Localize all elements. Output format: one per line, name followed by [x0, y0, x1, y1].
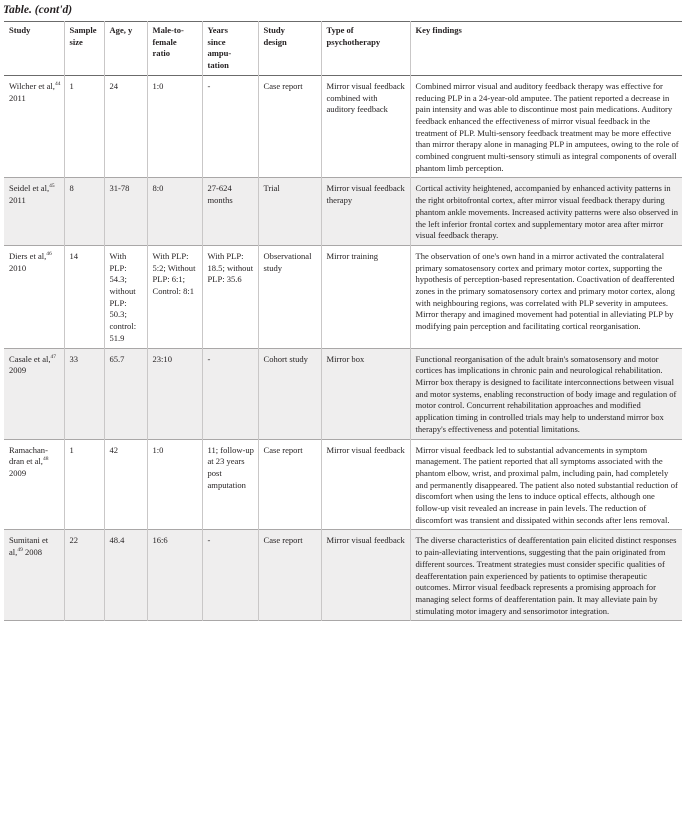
cell-text: 65.7 — [109, 353, 125, 364]
cell-ratio — [147, 178, 202, 246]
cell-text: The diverse characteristics of deafferentation pain elicited distinct responses to pain-alleviating interventions, suggesting that the pain originated from different sources. Treatment strategies must consider specific qualities of deafferentation pain experienced by patients to optimise therapeutic outcomes. Mirror visual feedback represents a promising approach for managing select forms of deafferentation pain. It may alleviate pain by stimulating motor imagery and sensorimotor integration. — [415, 535, 677, 616]
cell-text: Mirror visual feedback therapy — [326, 183, 405, 206]
cell-text: 8 — [69, 183, 74, 194]
cell-text: 1:0 — [152, 80, 164, 91]
cell-ratio — [147, 75, 202, 178]
column-header-age: Age, y — [104, 22, 147, 76]
cell-text: Mirror box — [326, 353, 365, 364]
cell-text: Cortical activity heightened, accompanied by enhanced activity patterns in the right orbitofrontal cortex, after mirror visual feedback therapy during phantom ankle movements. Increased activity patterns were also observed in the left inferior frontal cortex and supplementary motor area after mirror visual feedback therapy. — [415, 183, 678, 241]
cell-text: 1 — [69, 444, 74, 455]
cell-text: - — [207, 535, 211, 546]
cell-psychotherapy — [321, 530, 410, 621]
cell-text: 11; follow-up at 23 years post amputation — [207, 444, 254, 490]
cell-text: With PLP: 5:2; Without PLP: 6:1; Control: 8:1 — [152, 250, 196, 297]
cell-psychotherapy — [321, 75, 410, 178]
table-row — [4, 178, 682, 246]
cell-design — [258, 530, 321, 621]
cell-text: Mirror visual feedback — [326, 535, 405, 546]
cell-text: 42 — [109, 444, 119, 455]
study-author: Sumitani et al, — [9, 535, 49, 558]
cell-text: With PLP: 18.5; without PLP: 35.6 — [207, 250, 254, 285]
cell-study — [4, 530, 64, 621]
reference-superscript: 47 — [50, 353, 57, 360]
column-header-design: Study design — [258, 22, 321, 76]
cell-text: 8:0 — [152, 183, 164, 194]
study-author: Casale et al, — [9, 353, 51, 364]
column-header-years-since: Years since ampu- tation — [202, 22, 258, 76]
column-header-psychotherapy: Type of psychotherapy — [321, 22, 410, 76]
cell-text: 16:6 — [152, 535, 168, 546]
studies-table — [4, 21, 682, 621]
cell-ratio — [147, 348, 202, 439]
column-header-ratio: Male-to- female ratio — [147, 22, 202, 76]
cell-sample-size — [64, 75, 104, 178]
study-year: 2009 — [9, 467, 27, 478]
cell-text: Case report — [263, 535, 303, 546]
cell-design — [258, 178, 321, 246]
cell-text: 22 — [69, 535, 79, 546]
cell-years-since — [202, 530, 258, 621]
cell-years-since — [202, 245, 258, 348]
cell-text: Trial — [263, 183, 280, 194]
study-year: 2008 — [24, 547, 43, 558]
data-table-container — [4, 21, 682, 621]
study-year: 2011 — [9, 195, 26, 206]
cell-sample-size — [64, 439, 104, 530]
cell-text: 48.4 — [109, 535, 125, 546]
table-caption: Table. (cont'd) — [3, 3, 73, 16]
cell-ratio — [147, 245, 202, 348]
reference-superscript: 49 — [17, 547, 23, 554]
cell-text: 24 — [109, 80, 119, 91]
cell-study — [4, 348, 64, 439]
study-author: Ramachan-dran et al, — [9, 444, 48, 467]
study-author: Wilcher et al, — [9, 80, 55, 91]
study-year: 2010 — [9, 262, 27, 273]
cell-age — [104, 178, 147, 246]
cell-psychotherapy — [321, 348, 410, 439]
cell-text: Mirror visual feedback led to substantial advancements in symptom management. The patient reported that all symptoms associated with the phantom elbow, wrist, and proximal palm, including pain, had completely and permanently disappeared. The patient also noted substantial reduction of discomfort when using the lens to induce optical effects, although one follow-up visit revealed an increase in pain levels. The reduction of discomfort was transient and dissipated within seconds after lens removal. — [415, 444, 678, 525]
column-header-study: Study — [4, 22, 64, 76]
study-author: Diers et al, — [9, 250, 47, 261]
cell-ratio — [147, 439, 202, 530]
cell-sample-size — [64, 245, 104, 348]
cell-findings — [410, 75, 682, 178]
cell-text: Mirror training — [326, 250, 379, 261]
cell-findings — [410, 348, 682, 439]
cell-sample-size — [64, 178, 104, 246]
cell-years-since — [202, 178, 258, 246]
cell-text: 31-78 — [109, 183, 130, 194]
cell-text: - — [207, 353, 211, 364]
cell-text: Case report — [263, 444, 303, 455]
cell-age — [104, 245, 147, 348]
cell-findings — [410, 530, 682, 621]
cell-design — [258, 245, 321, 348]
cell-design — [258, 439, 321, 530]
cell-text: Observational study — [263, 250, 312, 273]
table-row — [4, 439, 682, 530]
cell-study — [4, 245, 64, 348]
study-year: 2011 — [9, 92, 26, 103]
cell-text: 1:0 — [152, 444, 164, 455]
cell-findings — [410, 245, 682, 348]
column-header-findings: Key findings — [415, 25, 462, 35]
cell-findings — [410, 178, 682, 246]
cell-text: The observation of one's own hand in a mirror activated the contralateral primary somatosensory cortex and primary motor cortex, supporting the hypothesis of perception-based representation. Coactivation of deafferented zones in the primary somatosensory cortex and primary motor cortex, along with neighbouring regions, was correlated with PLP severity in amputees. Mirror therapy and imagined movement had potential in alleviating PLP by modifying pain perception and facilitating cortical reorganisation. — [415, 250, 675, 332]
table-row — [4, 245, 682, 348]
table-row — [4, 348, 682, 439]
cell-years-since — [202, 75, 258, 178]
reference-superscript: 48 — [42, 456, 49, 463]
cell-findings — [410, 439, 682, 530]
cell-text: 23:10 — [152, 353, 172, 364]
cell-text: With PLP: 54.3; without PLP: 50.3; control: 51.9 — [109, 250, 137, 343]
table-row — [4, 75, 682, 178]
cell-age — [104, 75, 147, 178]
cell-text: Mirror visual feedback combined with auditory feedback — [326, 80, 405, 115]
cell-text: 27-624 months — [207, 183, 233, 206]
table-row — [4, 530, 682, 621]
cell-age — [104, 439, 147, 530]
cell-psychotherapy — [321, 439, 410, 530]
cell-design — [258, 348, 321, 439]
cell-text: Combined mirror visual and auditory feedback therapy was effective for reducing PLP in a 24-year-old amputee. The patient reported a decrease in pain intensity and was able to discontinue most pain medications. Auditory feedback enhanced the effectiveness of mirror visual feedback in the treatment of PLP. Multi-sensory feedback treatment may be more effective than mirror therapy alone in managing PLP in amputees, owing to the role of combined congruent multi-sensory stimuli as integral components of overall phantom limb perception. — [415, 80, 679, 173]
cell-ratio — [147, 530, 202, 621]
cell-psychotherapy — [321, 245, 410, 348]
cell-age — [104, 530, 147, 621]
column-header-sample-size: Sample size — [64, 22, 104, 76]
cell-text: Mirror visual feedback — [326, 444, 405, 455]
cell-text: 33 — [69, 353, 79, 364]
cell-text: - — [207, 80, 211, 91]
cell-years-since — [202, 439, 258, 530]
cell-sample-size — [64, 530, 104, 621]
reference-superscript: 46 — [46, 251, 52, 258]
cell-text: Case report — [263, 80, 303, 91]
cell-sample-size — [64, 348, 104, 439]
table-header-row — [4, 22, 682, 76]
study-year: 2009 — [9, 365, 27, 376]
cell-text: 14 — [69, 250, 79, 261]
cell-age — [104, 348, 147, 439]
table-body — [4, 75, 682, 621]
cell-text: Functional reorganisation of the adult brain's somatosensory and motor cortices has implications in chronic pain and neurological rehabilitation. Mirror box therapy is designed to facilitate interconnections between visual and motor systems, enabling reconstruction of body image and regulation of motor control. Concurrent rehabilitation approaches and modified application timing in controlled trials may help to understand mirror box therapy's effectiveness and potential limitations. — [415, 353, 677, 434]
cell-psychotherapy — [321, 178, 410, 246]
cell-years-since — [202, 348, 258, 439]
cell-study — [4, 439, 64, 530]
cell-text: 1 — [69, 80, 74, 91]
cell-design — [258, 75, 321, 178]
study-author: Seidel et al, — [9, 183, 50, 194]
reference-superscript: 44 — [54, 80, 61, 87]
reference-superscript: 45 — [49, 183, 55, 190]
cell-text: Cohort study — [263, 353, 308, 364]
cell-study — [4, 178, 64, 246]
cell-study — [4, 75, 64, 178]
